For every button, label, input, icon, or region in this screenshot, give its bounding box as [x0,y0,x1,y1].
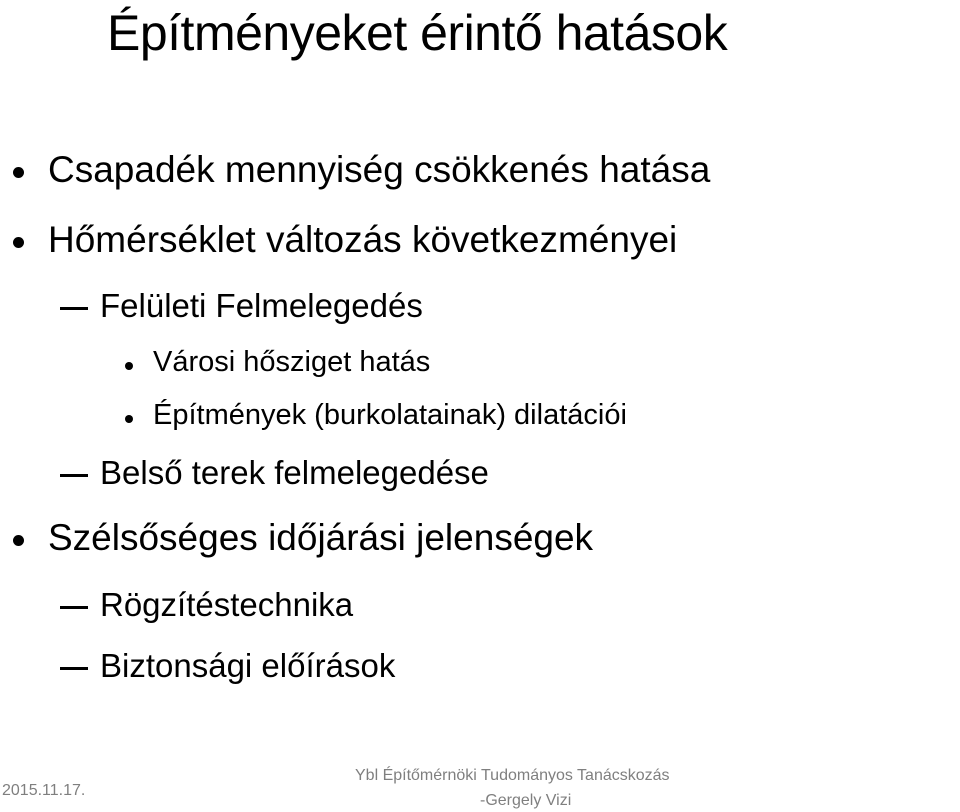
dash-icon [60,667,88,670]
sub-item-text: Biztonsági előírások [100,647,396,684]
sub-item [0,288,960,328]
dash-icon [60,307,88,310]
bullet-item [0,518,960,562]
sub-item [0,648,960,688]
footer-date: 2015.11.17. [2,782,86,799]
sub-item-text: Felületi Felmelegedés [100,287,423,324]
bullet-text: Hőmérséklet változás következményei [48,219,678,260]
sub-item [0,587,960,627]
bullet-text: Csapadék mennyiség csökkenés hatása [48,149,711,190]
bullet-icon [13,237,24,248]
sub-sub-item [0,347,960,383]
footer-event: Ybl Építőmérnöki Tudományos Tanácskozás [355,767,670,784]
bullet-icon [13,167,24,178]
sub-sub-item-text: Építmények (burkolatainak) dilatációi [153,399,627,431]
bullet-icon [125,415,133,423]
dash-icon [60,474,88,477]
sub-sub-item [0,400,960,436]
sub-sub-item-text: Városi hősziget hatás [153,346,431,378]
sub-item-text: Belső terek felmelegedése [100,454,489,491]
slide-title: Építményeket érintő hatások [107,5,728,61]
bullet-icon [13,535,24,546]
dash-icon [60,606,88,609]
footer-author: -Gergely Vizi [480,792,572,809]
sub-item-text: Rögzítéstechnika [100,586,354,623]
bullet-item [0,150,960,194]
bullet-item [0,220,960,264]
sub-item [0,455,960,495]
bullet-text: Szélsőséges időjárási jelenségek [48,517,594,558]
bullet-icon [125,362,133,370]
